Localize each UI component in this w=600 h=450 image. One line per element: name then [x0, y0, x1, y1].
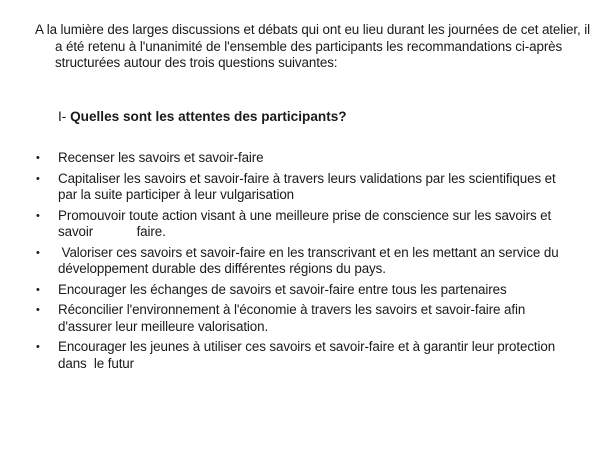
bullet-icon: • [36, 172, 40, 185]
list-item [0, 245, 600, 278]
list-item-text: Recenser les savoirs et savoir-faire [58, 150, 264, 165]
recommendations-list [0, 150, 600, 376]
intro-paragraph: A la lumière des larges discussions et débats qui ont eu lieu durant les journées de cet atelier, il a été retenu à l'unanimité de l'ensemble des participants les recommandations ci-après structurées autour des trois questions suivantes: [35, 22, 590, 70]
bullet-icon: • [36, 152, 40, 164]
section-title: Quelles sont les attentes des participants? [70, 109, 347, 124]
section-heading [58, 108, 347, 125]
list-item [0, 150, 600, 167]
bullet-icon: • [36, 209, 40, 222]
list-item [0, 339, 600, 372]
list-item-text: Encourager les échanges de savoirs et savoir-faire entre tous les partenaires [58, 281, 507, 297]
bullet-icon: • [36, 341, 40, 353]
list-item [0, 302, 600, 335]
bullet-icon: • [36, 283, 40, 296]
list-item [0, 171, 600, 204]
list-item-text: Valoriser ces savoirs et savoir-faire en les transcrivant et en les mettant an service du développement durable des différentes régions du pays. [58, 244, 588, 276]
bullet-icon: • [36, 246, 40, 259]
list-item-text: Réconcilier l'environnement à l'économie à travers les savoirs et savoir-faire afin d'assurer leur meilleure valorisation. [58, 302, 529, 334]
bullet-icon: • [36, 304, 40, 316]
list-item [0, 208, 600, 241]
list-item-text: Capitaliser les savoirs et savoir-faire à travers leurs validations par les scientifiques et par la suite participer à leur vulgarisation [58, 170, 560, 202]
list-item-text: Encourager les jeunes à utiliser ces savoirs et savoir-faire et à garantir leur protection dans le futur [58, 339, 559, 371]
list-item [0, 282, 600, 299]
list-item-text: Promouvoir toute action visant à une meilleure prise de conscience sur les savoirs et savoir faire. [58, 207, 555, 239]
section-number: I- [58, 109, 71, 124]
